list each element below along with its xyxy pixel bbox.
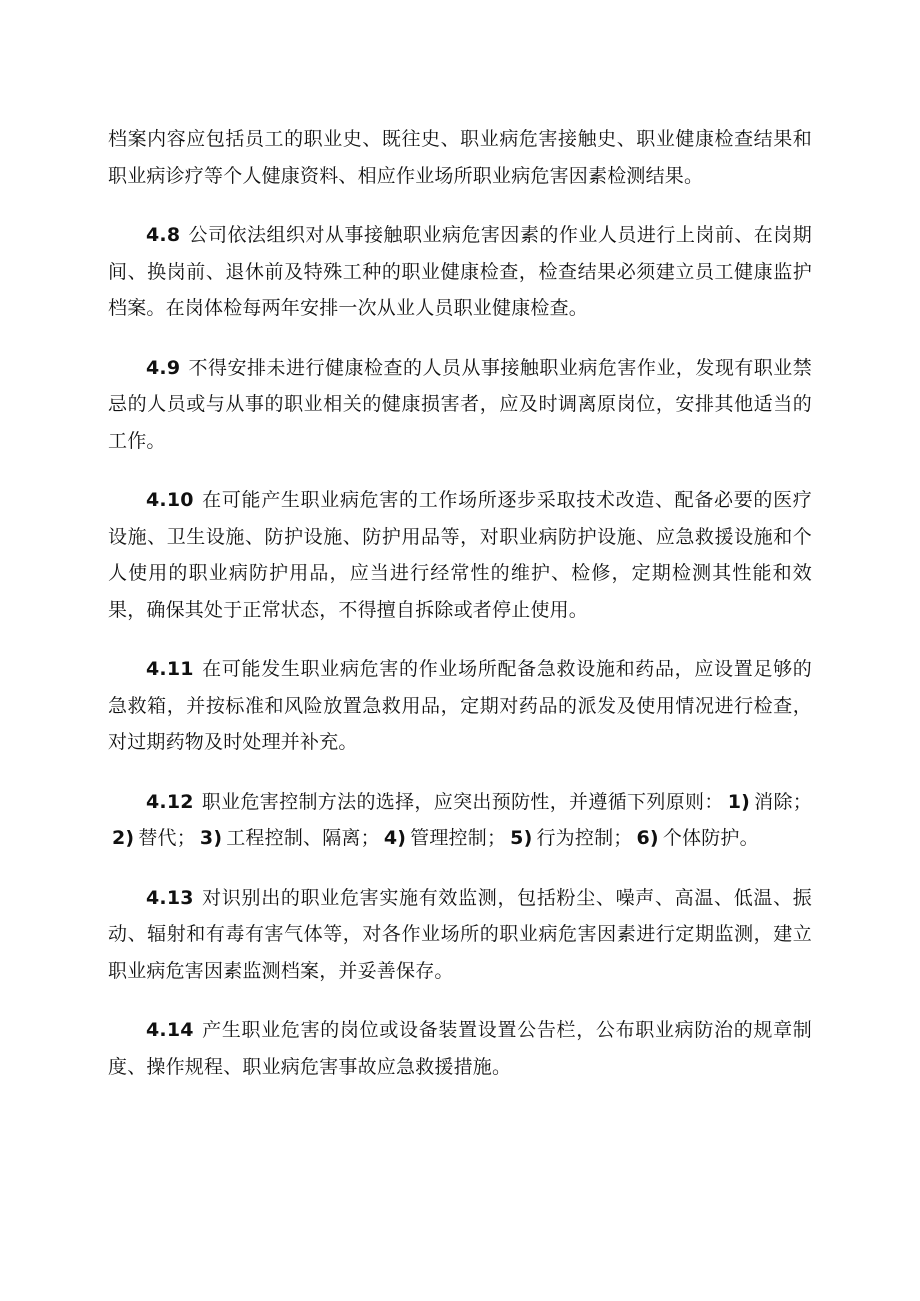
paragraph-4-11 — [108, 651, 812, 761]
paragraph-4-12 — [108, 784, 812, 857]
paragraph-text: 不得安排未进行健康检查的人员从事接触职业病危害作业，发现有职业禁忌的人员或与从事的职业相关的健康损害者，应及时调离原岗位，安排其他适当的工作。 — [108, 356, 812, 452]
principle-text: 替代； — [138, 827, 196, 849]
principle-text: 管理控制； — [410, 827, 507, 849]
paragraph-number: 4.8 — [146, 224, 181, 246]
principle-number: 1) — [727, 790, 751, 813]
principle-number: 2) — [112, 827, 135, 849]
paragraph-number: 4.9 — [146, 356, 181, 379]
paragraph-4-8 — [108, 217, 812, 327]
paragraph-number: 4.14 — [146, 1019, 194, 1041]
principle-number: 4) — [383, 827, 407, 849]
document-body — [108, 121, 812, 1108]
paragraph-text: 在可能发生职业病危害的作业场所配备急救设施和药品，应设置足够的急救箱，并按标准和风险放置急救用品，定期对药品的派发及使用情况进行检查，对过期药物及时处理并补充。 — [108, 658, 812, 753]
paragraph-text: 在可能产生职业病危害的工作场所逐步采取技术改造、配备必要的医疗设施、卫生设施、防护设施、防护用品等，对职业病防护设施、应急救援设施和个人使用的职业病防护用品，应当进行经常性的维护、检修，定期检测其性能和效果，确保其处于正常状态，不得擅自拆除或者停止使用。 — [108, 489, 812, 621]
paragraph-number: 4.11 — [146, 658, 194, 680]
paragraph-4-14 — [108, 1012, 812, 1085]
principle-number: 5) — [510, 827, 533, 849]
paragraph-4-10 — [108, 482, 812, 628]
principle-number: 3) — [199, 827, 223, 849]
paragraph-number: 4.13 — [146, 886, 194, 909]
paragraph-continuation — [108, 121, 812, 194]
principle-text: 消除； — [754, 790, 813, 813]
principle-text: 行为控制； — [536, 827, 633, 849]
principle-text: 工程控制、隔离； — [226, 827, 380, 849]
paragraph-text-part: 职业危害控制方法的选择，应突出预防性，并遵循下列原则： — [201, 790, 724, 813]
paragraph-text: 对识别出的职业危害实施有效监测，包括粉尘、噪声、高温、低温、振动、辐射和有毒有害气体等，对各作业场所的职业病危害因素进行定期监测，建立职业病危害因素监测档案，并妥善保存。 — [108, 886, 812, 982]
principle-text: 个体防护。 — [662, 827, 759, 849]
paragraph-4-13 — [108, 880, 812, 990]
paragraph-number: 4.12 — [146, 790, 194, 813]
principle-number: 6) — [636, 827, 659, 849]
paragraph-text: 公司依法组织对从事接触职业病危害因素的作业人员进行上岗前、在岗期间、换岗前、退休前及特殊工种的职业健康检查，检查结果必须建立员工健康监护档案。在岗体检每两年安排一次从业人员职业健康检查。 — [108, 224, 812, 319]
paragraph-text: 产生职业危害的岗位或设备装置设置公告栏，公布职业病防治的规章制度、操作规程、职业病危害事故应急救援措施。 — [108, 1019, 812, 1078]
paragraph-4-9 — [108, 350, 812, 460]
paragraph-text: 档案内容应包括员工的职业史、既往史、职业病危害接触史、职业健康检查结果和职业病诊疗等个人健康资料、相应作业场所职业病危害因素检测结果。 — [108, 128, 812, 187]
paragraph-number: 4.10 — [146, 489, 194, 511]
